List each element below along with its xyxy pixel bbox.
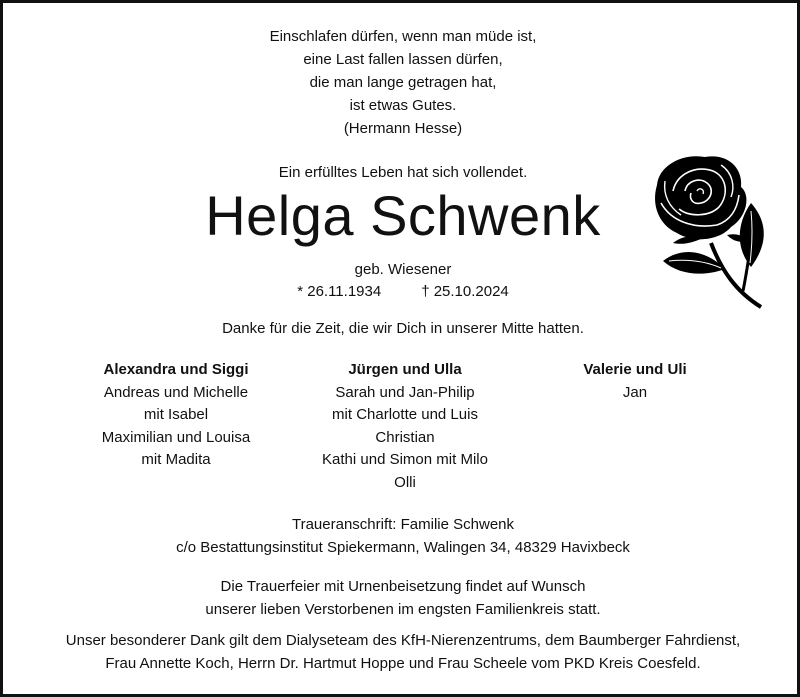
family-head: Jürgen und Ulla [348, 361, 462, 378]
poem-line: eine Last fallen lassen dürfen, [303, 51, 503, 68]
poem-line: die man lange getragen hat, [309, 74, 497, 91]
family-column [520, 359, 750, 404]
ceremony-line: unserer lieben Verstorbenen im engsten Familienkreis statt. [205, 601, 601, 618]
family-member: Andreas und Michelle [103, 383, 249, 401]
family-member: mit Madita [141, 451, 211, 468]
life-dates [103, 281, 703, 303]
subtitle: Ein erfülltes Leben hat sich vollendet. [278, 164, 528, 181]
family-member: Olli [394, 473, 416, 491]
address-line: Traueranschrift: Familie Schwenk [291, 516, 515, 533]
family-head: Alexandra und Siggi [103, 361, 249, 378]
family-head: Valerie und Uli [583, 361, 687, 378]
poem-line: ist etwas Gutes. [349, 97, 457, 114]
poem-quote [103, 25, 703, 140]
family-column [61, 359, 291, 472]
family-member: mit Isabel [143, 406, 209, 423]
birth-name: geb. Wiesener [354, 261, 452, 278]
family-member: Kathi und Simon mit Milo [322, 451, 488, 468]
death-date: † 25.10.2024 [421, 283, 509, 300]
family-column [290, 359, 520, 494]
poem-line: Einschlafen dürfen, wenn man müde ist, [269, 28, 537, 45]
acknowledgement-line: Frau Annette Koch, Herrn Dr. Hartmut Hoppe und Frau Scheele vom PKD Kreis Coesfeld. [105, 655, 701, 672]
family-member: Maximilian und Louisa [101, 428, 251, 446]
ceremony-note [43, 575, 763, 621]
thanks-line: Danke für die Zeit, die wir Dich in unserer Mitte hatten. [222, 320, 584, 337]
deceased-name: Helga Schwenk [205, 184, 601, 247]
acknowledgement [9, 629, 797, 675]
mourning-address [43, 513, 763, 559]
family-member: Jan [622, 383, 648, 401]
poem-author: (Hermann Hesse) [343, 120, 463, 137]
family-member: Sarah und Jan-Philip [335, 383, 475, 401]
acknowledgement-line: Unser besonderer Dank gilt dem Dialyseteam des KfH-Nierenzentrums, dem Baumberger Fahrdienst, [65, 632, 741, 649]
family-member: Christian [375, 428, 435, 446]
birth-date: * 26.11.1934 [297, 283, 382, 300]
family-member: mit Charlotte und Luis [332, 406, 478, 423]
address-line: c/o Bestattungsinstitut Spiekermann, Walingen 34, 48329 Havixbeck [176, 539, 630, 556]
rose-icon [643, 151, 783, 311]
ceremony-line: Die Trauerfeier mit Urnenbeisetzung findet auf Wunsch [220, 578, 586, 595]
